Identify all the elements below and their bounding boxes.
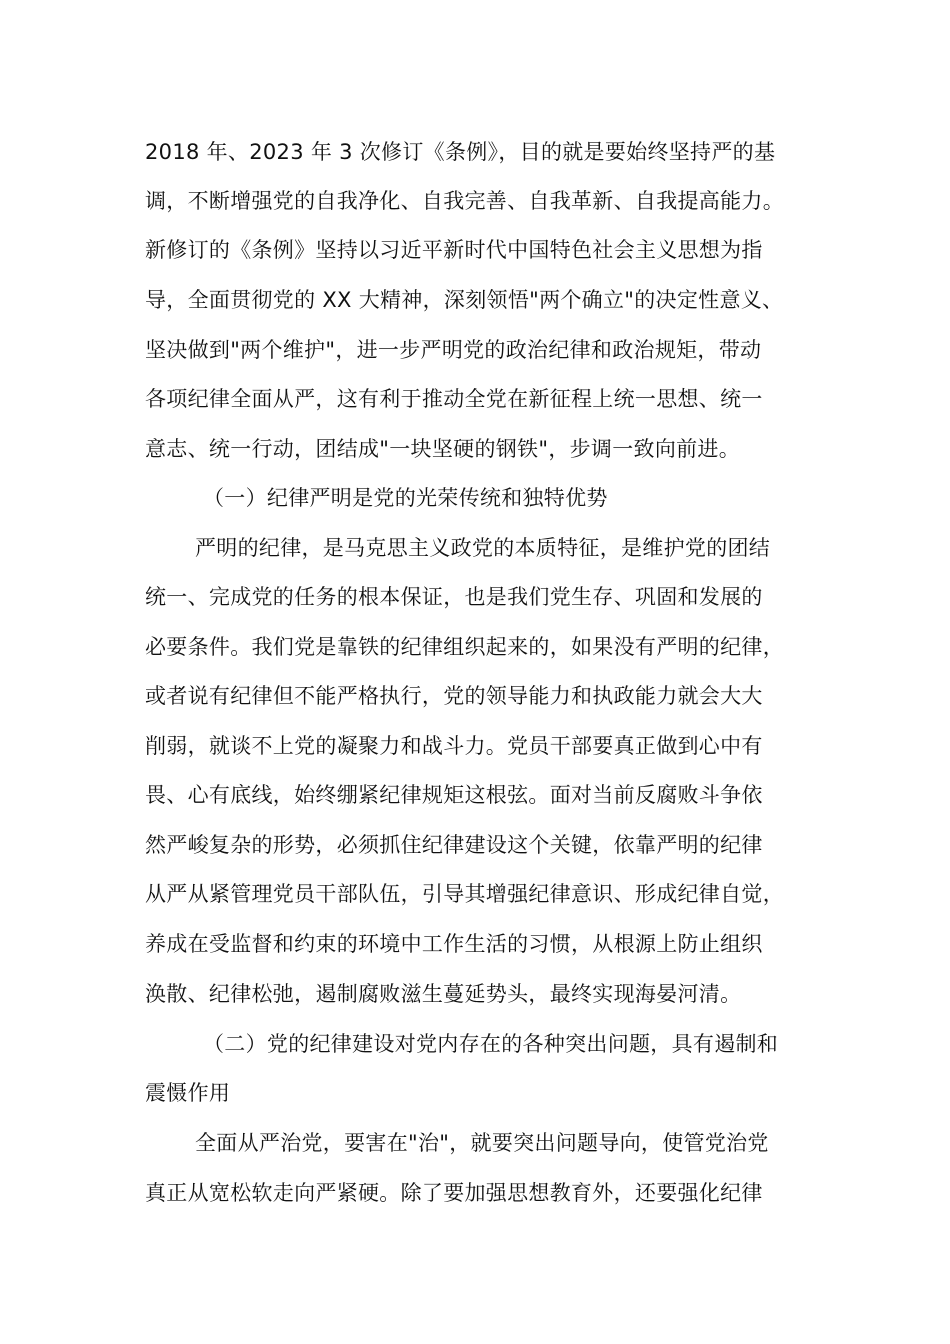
body-text-line: 畏、心有底线，始终绷紧纪律规矩这根弦。面对当前反腐败斗争依 xyxy=(145,783,763,807)
body-text-line: 调，不断增强党的自我净化、自我完善、自我革新、自我提高能力。 xyxy=(145,189,784,213)
body-text-line: 削弱，就谈不上党的凝聚力和战斗力。党员干部要真正做到心中有 xyxy=(145,734,763,758)
body-text-line: 真正从宽松软走向严紧硬。除了要加强思想教育外，还要强化纪律 xyxy=(145,1181,763,1205)
body-text-line: 各项纪律全面从严，这有利于推动全党在新征程上统一思想、统一 xyxy=(145,387,763,411)
body-text-line: 必要条件。我们党是靠铁的纪律组织起来的，如果没有严明的纪律， xyxy=(145,635,784,659)
section-heading-1: （一）纪律严明是党的光荣传统和独特优势 xyxy=(203,486,608,510)
body-text-line: 养成在受监督和约束的环境中工作生活的习惯，从根源上防止组织 xyxy=(145,932,763,956)
section-heading-2: （二）党的纪律建设对党内存在的各种突出问题，具有遏制和 xyxy=(203,1032,779,1056)
paragraph-first-line: 全面从严治党，要害在"治"，就要突出问题导向，使管党治党 xyxy=(195,1131,769,1155)
body-text-line: 坚决做到"两个维护"，进一步严明党的政治纪律和政治规矩，带动 xyxy=(145,338,762,362)
body-text-line: 涣散、纪律松弛，遏制腐败滋生蔓延势头，最终实现海晏河清。 xyxy=(145,982,742,1006)
body-text-line: 导，全面贯彻党的 XX 大精神，深刻领悟"两个确立"的决定性意义、 xyxy=(145,288,784,312)
paragraph-first-line: 严明的纪律，是马克思主义政党的本质特征，是维护党的团结 xyxy=(195,536,771,560)
body-text-line: 统一、完成党的任务的根本保证，也是我们党生存、巩固和发展的 xyxy=(145,585,763,609)
body-text-line: 2018 年、2023 年 3 次修订《条例》，目的就是要始终坚持严的基 xyxy=(145,140,776,164)
body-text-line: 意志、统一行动，团结成"一块坚硬的钢铁"，步调一致向前进。 xyxy=(145,437,741,461)
body-text-line: 新修订的《条例》坚持以习近平新时代中国特色社会主义思想为指 xyxy=(145,238,763,262)
body-text-line: 从严从紧管理党员干部队伍，引导其增强纪律意识、形成纪律自觉， xyxy=(145,882,784,906)
body-text-line: 或者说有纪律但不能严格执行，党的领导能力和执政能力就会大大 xyxy=(145,684,763,708)
section-heading-2-continued: 震慑作用 xyxy=(145,1081,231,1105)
body-text-line: 然严峻复杂的形势，必须抓住纪律建设这个关键，依靠严明的纪律 xyxy=(145,833,763,857)
